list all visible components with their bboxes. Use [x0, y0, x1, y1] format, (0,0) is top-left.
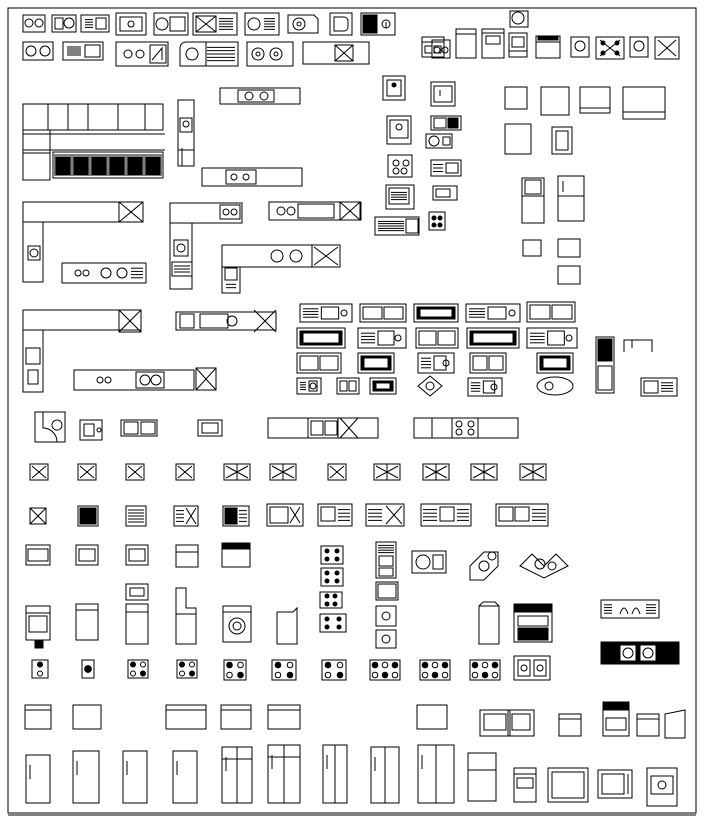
l-shaped-kitchen-large: [23, 310, 276, 392]
galley-kitchen: [178, 88, 302, 186]
sinks-second-row: [23, 42, 369, 66]
straight-kitchen-elevation: [23, 104, 165, 180]
hob-plans: [32, 656, 550, 680]
cabinet-boxes-right: [505, 87, 665, 284]
counter-runs: [35, 412, 518, 442]
appliances-top-right: [422, 11, 679, 59]
washers-and-cookers: [26, 582, 679, 664]
fridge-elevations: [26, 745, 677, 806]
u-shaped-kitchen: [222, 245, 340, 293]
drainer-boards: [30, 504, 548, 526]
sinks-and-hobs-top-row: [23, 13, 395, 35]
sink-column-plans: [375, 76, 461, 235]
l-shaped-kitchen: [23, 202, 146, 283]
ovens-and-hobs: [26, 542, 568, 586]
crossed-boxes: [30, 464, 546, 480]
sheet-border: [8, 8, 696, 815]
fridges-and-misc: [25, 702, 685, 738]
counter-sinks: [297, 302, 677, 396]
